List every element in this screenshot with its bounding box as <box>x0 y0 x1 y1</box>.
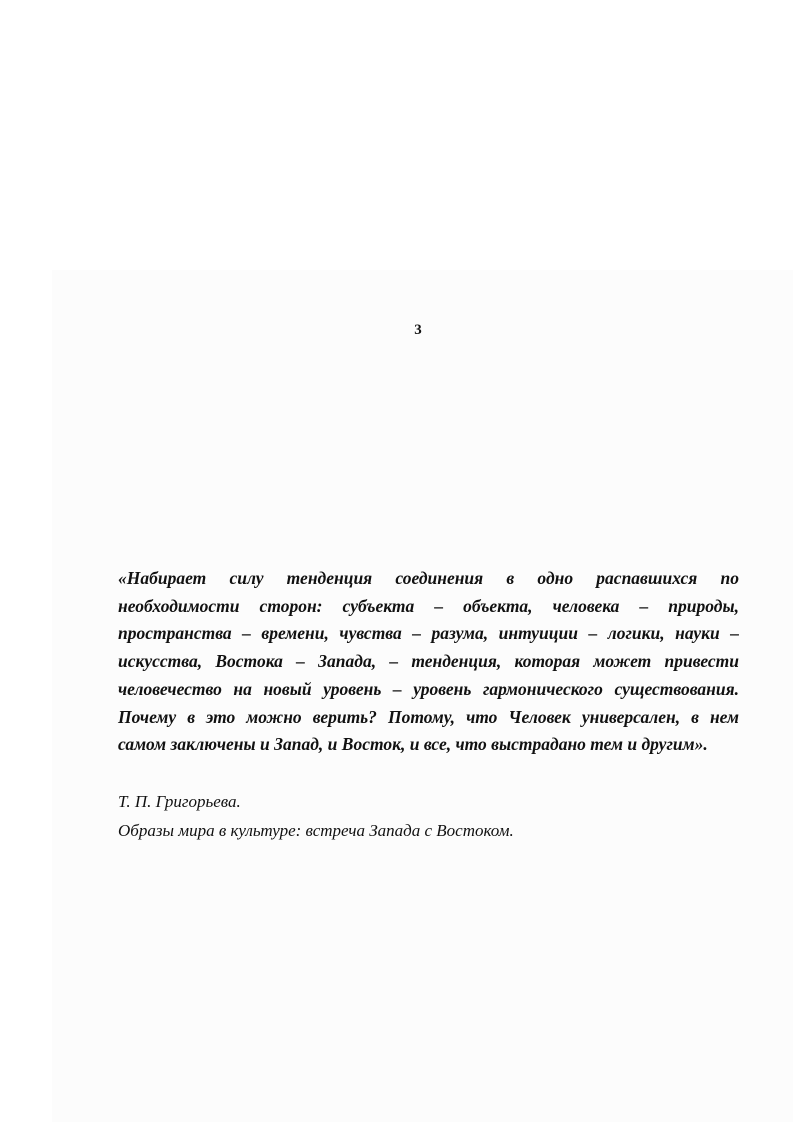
epigraph-line: пространства – времени, чувства – разума, интуиции – логики, науки – <box>118 623 739 644</box>
epigraph-line: самом заключены и Запад, и Восток, и все, что выстрадано тем и другим». <box>118 734 708 755</box>
epigraph-line: искусства, Востока – Запада, – тенденция, которая может привести <box>118 651 739 672</box>
epigraph-line: Почему в это можно верить? Потому, что Человек универсален, в нем <box>118 706 739 727</box>
attribution-author: Т. П. Григорьева. <box>118 792 241 811</box>
epigraph-quote <box>118 565 739 759</box>
attribution-work: Образы мира в культуре: встреча Запада с Востоком. <box>118 821 514 840</box>
epigraph-attribution <box>118 787 514 845</box>
epigraph-line: человечество на новый уровень – уровень гармонического существования. <box>118 678 739 699</box>
epigraph-line: «Набирает силу тенденция соединения в одно распавшихся по <box>118 568 739 588</box>
epigraph-line: необходимости сторон: субъекта – объекта, человека – природы, <box>118 595 739 616</box>
page-number: 3 <box>414 322 422 338</box>
